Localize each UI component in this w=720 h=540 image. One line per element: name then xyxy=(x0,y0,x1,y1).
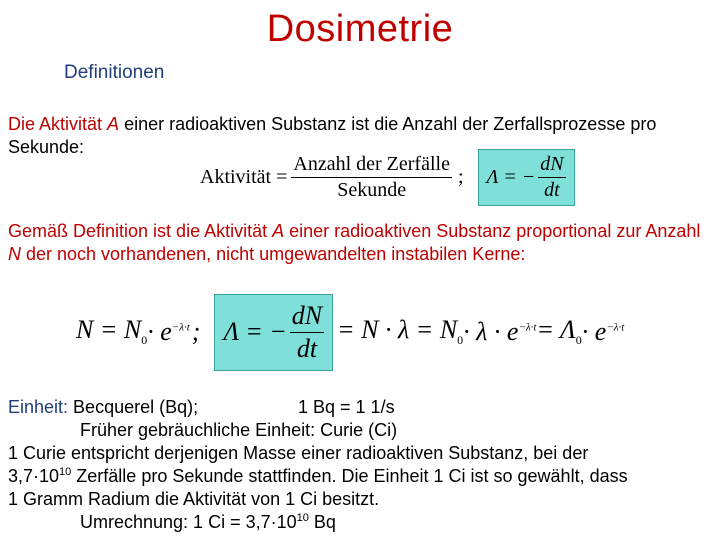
unit-definition: 1 Bq = 1 1/s xyxy=(298,397,395,417)
prop-text-pre: Gemäß Definition ist die Aktivität xyxy=(8,221,273,241)
section-heading: Definitionen xyxy=(64,62,165,83)
unit-line xyxy=(8,396,198,419)
eq2-part1: $N = N_0$ xyxy=(76,315,148,348)
curie-line-1: 1 Curie entspricht derjenigen Masse einer radioaktiven Substanz, bei der xyxy=(8,443,589,463)
eq2-part5: = $\Lambda_0$ xyxy=(536,315,582,348)
eq1-box-denominator: dt xyxy=(544,178,560,201)
eq2-box-numerator: dN xyxy=(290,301,324,333)
prop-text-post: der noch vorhandenen, nicht umgewandelten instabilen Kerne: xyxy=(21,244,526,264)
eq2-box-lhs: Λ = − xyxy=(223,317,287,346)
eq2-box-denominator: dt xyxy=(296,333,318,363)
eq2-part3: = $N \cdot \lambda = N_0$ xyxy=(337,315,464,348)
page-title: Dosimetrie xyxy=(266,8,454,50)
symbol-n: N xyxy=(8,244,21,264)
curie-line-2: $3,7\cdot 10^{10}$ Zerfälle pro Sekunde stattfinden. Die Einheit 1 Ci ist so gewählt, dass xyxy=(8,466,628,486)
eq1-box-lhs: Λ = − xyxy=(486,165,536,188)
activity-definition-equation xyxy=(200,150,575,204)
intro-text-post: einer radioaktiven Substanz ist die Anzahl der Zerfallsprozesse pro Sekunde: xyxy=(8,114,657,157)
eq1-denominator: Sekunde xyxy=(337,178,407,201)
prop-text-mid: einer radioaktiven Substanz proportional zur Anzahl xyxy=(284,221,701,241)
eq2-separator: ; xyxy=(191,317,201,346)
eq1-numerator: Anzahl der Zerfälle xyxy=(291,153,452,178)
proportionality-paragraph xyxy=(8,220,716,266)
eq1-box-numerator: dN xyxy=(538,153,565,178)
former-unit-note: Früher gebräuchliche Einheit: Curie (Ci) xyxy=(80,420,398,440)
conversion-line: Umrechnung: 1 $Ci = 3,7\cdot 10^{10}$ Bq xyxy=(80,512,336,532)
eq1-highlight-box xyxy=(478,149,575,206)
eq1-box-fraction xyxy=(538,153,565,202)
intro-text-pre: Die Aktivität xyxy=(8,114,108,134)
eq1-separator: ; xyxy=(457,165,464,188)
decay-law-equation xyxy=(76,292,624,372)
unit-name: Becquerel (Bq); xyxy=(73,397,199,417)
symbol-a-2: A xyxy=(272,221,285,241)
symbol-a: A xyxy=(107,114,120,134)
eq2-part6: · $e^{-\lambda\cdot t}$ xyxy=(581,317,625,346)
eq2-highlight-box xyxy=(214,294,333,371)
eq1-lhs: Aktivität = xyxy=(200,165,288,188)
eq1-fraction xyxy=(291,153,452,202)
eq2-box-fraction xyxy=(290,301,324,364)
eq2-part2: · $e^{-\lambda\cdot t}$ xyxy=(147,317,190,346)
eq2-part4: · $\lambda \cdot e^{-\lambda\cdot t}$ xyxy=(463,317,537,346)
unit-label: Einheit: xyxy=(8,397,74,417)
curie-definition xyxy=(8,442,716,511)
curie-line-3: 1 Gramm Radium die Aktivität von 1 Ci besitzt. xyxy=(8,489,380,509)
